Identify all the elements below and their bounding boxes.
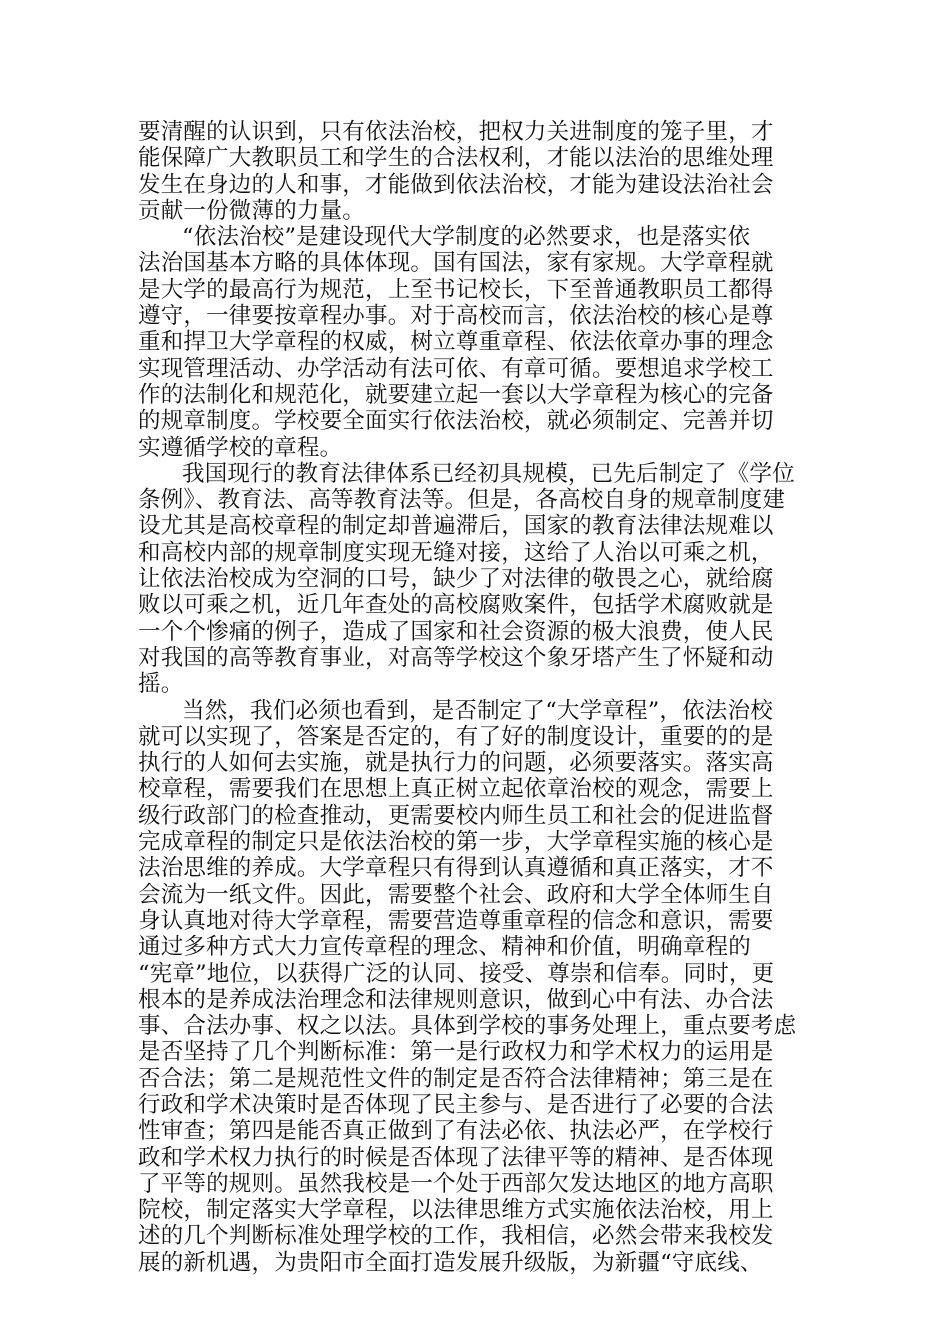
text-line: 败以可乘之机，近几年查处的高校腐败案件，包括学术腐败就是 bbox=[138, 592, 774, 619]
text-line: 让依法治校成为空洞的口号，缺少了对法律的敬畏之心，就给腐 bbox=[138, 566, 774, 593]
text-line: 作的法制化和规范化，就要建立起一套以大学章程为核心的完备 bbox=[138, 381, 774, 408]
text-line: 是否坚持了几个判断标准：第一是行政权力和学术权力的运用是 bbox=[138, 1039, 774, 1066]
text-line: 会流为一纸文件。因此，需要整个社会、政府和大学全体师生自 bbox=[138, 881, 774, 908]
text-line: 了平等的规则。虽然我校是一个处于西部欠发达地区的地方高职 bbox=[138, 1170, 774, 1197]
paragraph bbox=[138, 119, 812, 224]
paragraph bbox=[138, 224, 812, 461]
text-line: 设尤其是高校章程的制定却普遍滞后，国家的教育法律法规难以 bbox=[138, 513, 774, 540]
text-line: “依法治校”是建设现代大学制度的必然要求，也是落实依 bbox=[182, 224, 751, 251]
text-line: 对我国的高等教育事业，对高等学校这个象牙塔产生了怀疑和动 bbox=[138, 644, 774, 671]
text-line: 的规章制度。学校要全面实行依法治校，就必须制定、完善并切 bbox=[138, 408, 774, 435]
text-line: 要清醒的认识到，只有依法治校，把权力关进制度的笼子里，才 bbox=[138, 119, 774, 145]
text-line: 实遵循学校的章程。 bbox=[138, 434, 343, 461]
text-line: 行政和学术决策时是否体现了民主参与、是否进行了必要的合法 bbox=[138, 1091, 774, 1118]
text-line: 当然，我们必须也看到，是否制定了“大学章程”，依法治校 bbox=[182, 697, 773, 724]
text-line: 我国现行的教育法律体系已经初具规模，已先后制定了《学位 bbox=[182, 460, 795, 487]
text-line: 重和捍卫大学章程的权威，树立尊重章程、依法依章办事的理念 bbox=[138, 329, 774, 356]
text-line: 遵守，一律要按章程办事。对于高校而言，依法治校的核心是尊 bbox=[138, 303, 774, 330]
text-line: 是大学的最高行为规范，上至书记校长，下至普通教职员工都得 bbox=[138, 276, 774, 303]
text-line: 发生在身边的人和事，才能做到依法治校，才能为建设法治社会 bbox=[138, 171, 774, 198]
text-line: 级行政部门的检查推动，更需要校内师生员工和社会的促进监督 bbox=[138, 802, 774, 829]
text-line: 性审查；第四是能否真正做到了有法必依、执法必严，在学校行 bbox=[138, 1118, 774, 1145]
text-line: 就可以实现了，答案是否定的，有了好的制度设计，重要的的是 bbox=[138, 723, 774, 750]
text-line: 展的新机遇，为贵阳市全面打造发展升级版，为新疆“守底线、 bbox=[138, 1249, 763, 1276]
text-line: 实现管理活动、办学活动有法可依、有章可循。要想追求学校工 bbox=[138, 355, 774, 382]
text-line: 通过多种方式大力宣传章程的理念、精神和价值，明确章程的 bbox=[138, 934, 751, 961]
text-line: 校章程，需要我们在思想上真正树立起依章治校的观念，需要上 bbox=[138, 776, 774, 803]
text-line: 事、合法办事、权之以法。具体到学校的事务处理上，重点要考虑 bbox=[138, 1013, 797, 1040]
paragraph bbox=[138, 698, 812, 1277]
text-line: 执行的人如何去实施，就是执行力的问题，必须要落实。落实高 bbox=[138, 750, 774, 777]
text-line: 法治思维的养成。大学章程只有得到认真遵循和真正落实，才不 bbox=[138, 855, 774, 882]
document-body bbox=[138, 119, 812, 1276]
text-line: 和高校内部的规章制度实现无缝对接，这给了人治以可乘之机， bbox=[138, 539, 774, 566]
text-line: 完成章程的制定只是依法治校的第一步，大学章程实施的核心是 bbox=[138, 829, 774, 856]
text-line: 述的几个判断标准处理学校的工作，我相信，必然会带来我校发 bbox=[138, 1223, 774, 1250]
text-line: “宪章”地位，以获得广泛的认同、接受、尊崇和信奉。同时，更 bbox=[138, 960, 775, 987]
text-line: 摇。 bbox=[138, 671, 184, 698]
text-line: 能保障广大教职员工和学生的合法权利，才能以法治的思维处理 bbox=[138, 145, 774, 172]
text-line: 政和学术权力执行的时候是否体现了法律平等的精神、是否体现 bbox=[138, 1144, 774, 1171]
text-line: 贡献一份微薄的力量。 bbox=[138, 197, 366, 224]
text-line: 法治国基本方略的具体体现。国有国法，家有家规。大学章程就 bbox=[138, 250, 774, 277]
text-line: 根本的是养成法治理念和法律规则意识，做到心中有法、办合法 bbox=[138, 986, 774, 1013]
paragraph bbox=[138, 461, 812, 698]
text-line: 身认真地对待大学章程，需要营造尊重章程的信念和意识，需要 bbox=[138, 907, 774, 934]
text-line: 院校，制定落实大学章程，以法律思维方式实施依法治校，用上 bbox=[138, 1197, 774, 1224]
text-line: 条例》、教育法、高等教育法等。但是，各高校自身的规章制度建 bbox=[138, 487, 786, 514]
text-line: 否合法；第二是规范性文件的制定是否符合法律精神；第三是在 bbox=[138, 1065, 774, 1092]
text-line: 一个个惨痛的例子，造成了国家和社会资源的极大浪费，使人民 bbox=[138, 618, 774, 645]
